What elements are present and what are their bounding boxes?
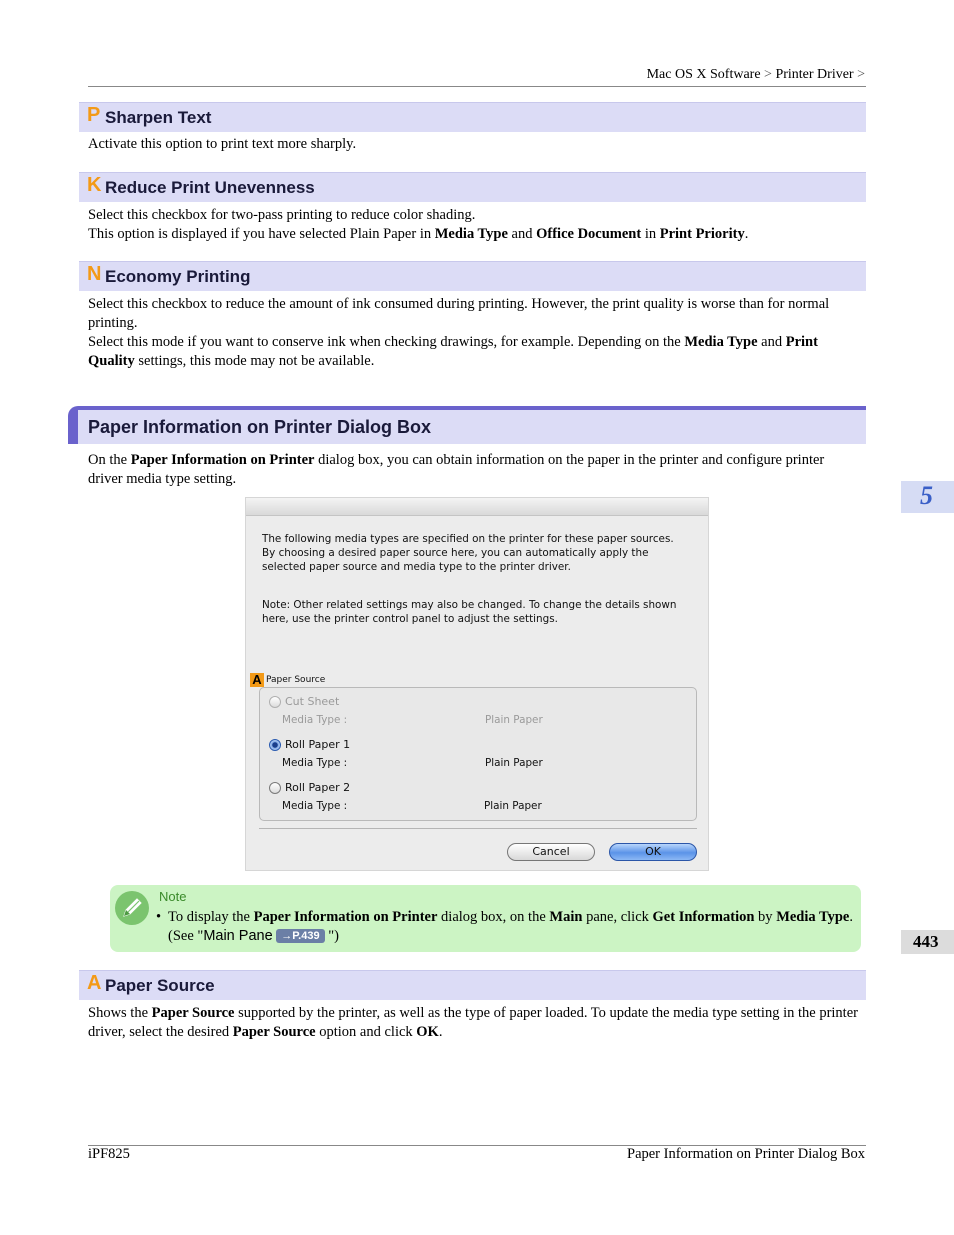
text-run: dialog box, on the bbox=[437, 909, 550, 925]
text-run: settings, this mode may not be available. bbox=[134, 353, 375, 369]
media-type-value: Plain Paper bbox=[485, 757, 543, 769]
breadcrumb-item[interactable]: Mac OS X Software bbox=[646, 67, 761, 82]
paragraph bbox=[88, 333, 858, 371]
chapter-tab[interactable] bbox=[901, 481, 954, 513]
chapter-number: 5 bbox=[920, 481, 933, 510]
paragraph-line bbox=[88, 225, 858, 244]
paper-information-dialog bbox=[245, 497, 709, 871]
text-run: Select this mode if you want to conserve ink when checking drawings, for example. Depending on the bbox=[88, 334, 685, 350]
radio-button-selected-icon bbox=[269, 739, 281, 751]
term-office-document: Office Document bbox=[536, 226, 642, 242]
text-run: in bbox=[641, 226, 660, 242]
term-main: Main bbox=[549, 909, 583, 925]
main-section-intro bbox=[88, 451, 858, 489]
media-type-label: Media Type : bbox=[282, 757, 348, 769]
section-marker: N bbox=[87, 263, 102, 285]
term-dialog-name: Paper Information on Printer bbox=[130, 452, 315, 468]
main-pane-link[interactable]: Main Pane bbox=[203, 928, 273, 944]
section-heading-paper-source bbox=[79, 970, 866, 1000]
callout-marker-a: A bbox=[250, 673, 264, 687]
dialog-title-bar bbox=[246, 498, 708, 516]
note-text bbox=[168, 908, 853, 946]
note-body bbox=[156, 908, 853, 946]
note-box bbox=[110, 885, 861, 952]
section-marker: P bbox=[87, 104, 101, 126]
page-number-tab bbox=[901, 930, 954, 954]
text-run: and bbox=[757, 334, 786, 350]
economy-printing-description bbox=[88, 295, 858, 371]
text-run: . bbox=[744, 226, 749, 242]
dialog-info-text bbox=[262, 532, 674, 574]
main-section-heading bbox=[68, 406, 866, 444]
footer-model: iPF825 bbox=[88, 1146, 130, 1162]
paragraph: Select this checkbox to reduce the amount of ink consumed during printing. However, the print quality is worse than for normal printing. bbox=[88, 296, 830, 331]
term-paper-source: Paper Source bbox=[232, 1024, 316, 1040]
paper-source-description bbox=[88, 1004, 858, 1042]
pencil-note-icon bbox=[115, 891, 149, 925]
dialog-divider bbox=[259, 828, 697, 829]
radio-label: Roll Paper 1 bbox=[285, 738, 351, 751]
term-paper-source: Paper Source bbox=[151, 1005, 235, 1021]
media-type-label: Media Type : bbox=[282, 800, 348, 812]
section-title: Reduce Print Unevenness bbox=[105, 178, 315, 197]
text-run: ") bbox=[324, 928, 339, 944]
section-heading-sharpen-text bbox=[79, 102, 866, 132]
term-media-type: Media Type bbox=[434, 226, 508, 242]
page-reference-link[interactable]: →P.439 bbox=[276, 929, 324, 943]
term-print-priority: Print Priority bbox=[659, 226, 745, 242]
breadcrumb-separator: > bbox=[857, 67, 865, 82]
media-type-value: Plain Paper bbox=[485, 714, 543, 726]
cancel-button[interactable]: Cancel bbox=[507, 843, 595, 861]
section-heading-reduce-unevenness bbox=[79, 172, 866, 202]
text-run: This option is displayed if you have selected Plain Paper in bbox=[88, 226, 435, 242]
ok-button[interactable]: OK bbox=[609, 843, 697, 861]
text-run: supported by the printer, as well as the type of paper loaded. To update the media type setting in the printer driver, select the desired bbox=[88, 1005, 858, 1040]
term-media-type: Media Type bbox=[684, 334, 758, 350]
term-dialog-name: Paper Information on Printer bbox=[253, 909, 438, 925]
radio-button-icon bbox=[269, 696, 281, 708]
main-section-title: Paper Information on Printer Dialog Box bbox=[88, 417, 432, 437]
text-run: and bbox=[507, 226, 537, 242]
radio-cut-sheet[interactable] bbox=[269, 695, 339, 708]
radio-label: Roll Paper 2 bbox=[285, 781, 351, 794]
section-marker: A bbox=[87, 972, 102, 994]
breadcrumb-separator: > bbox=[764, 67, 772, 82]
page-number: 443 bbox=[913, 932, 939, 951]
sharpen-text-description: Activate this option to print text more sharply. bbox=[88, 136, 357, 152]
term-media-type: Media Type bbox=[776, 909, 850, 925]
dialog-text-line: Note: Other related settings may also be changed. To change the details shown bbox=[262, 599, 677, 611]
dialog-note-text bbox=[262, 598, 677, 626]
section-title: Paper Source bbox=[105, 976, 215, 995]
text-run: Shows the bbox=[88, 1005, 152, 1021]
dialog-text-line: By choosing a desired paper source here, you can automatically apply the bbox=[262, 547, 649, 559]
text-run: pane, click bbox=[582, 909, 653, 925]
dialog-text-line: here, use the printer control panel to adjust the settings. bbox=[262, 613, 558, 625]
radio-roll-paper-1[interactable] bbox=[269, 738, 350, 751]
dialog-text-line: selected paper source and media type to the printer driver. bbox=[262, 561, 571, 573]
section-title: Economy Printing bbox=[105, 267, 251, 286]
text-run: . bbox=[438, 1024, 443, 1040]
paragraph-line: Select this checkbox for two-pass printing to reduce color shading. bbox=[88, 207, 476, 223]
section-title: Sharpen Text bbox=[105, 108, 212, 127]
text-run: dialog box, you can obtain information on the paper in the printer and configure printer driver media type setting. bbox=[88, 452, 825, 487]
radio-label: Cut Sheet bbox=[285, 695, 340, 708]
note-label: Note bbox=[159, 889, 187, 904]
term-get-information: Get Information bbox=[652, 909, 755, 925]
paper-source-group bbox=[259, 687, 697, 821]
breadcrumb bbox=[647, 67, 865, 83]
header-divider bbox=[88, 86, 866, 87]
breadcrumb-item[interactable]: Printer Driver bbox=[775, 67, 854, 82]
text-run: by bbox=[754, 909, 777, 925]
term-ok: OK bbox=[416, 1024, 439, 1040]
media-type-label: Media Type : bbox=[282, 714, 348, 726]
paper-source-group-label: Paper Source bbox=[266, 675, 326, 685]
radio-button-icon bbox=[269, 782, 281, 794]
footer-section-title: Paper Information on Printer Dialog Box bbox=[627, 1146, 865, 1162]
bullet: • bbox=[156, 909, 162, 925]
section-marker: K bbox=[87, 174, 102, 196]
text-run: On the bbox=[88, 452, 131, 468]
text-run: To display the bbox=[168, 909, 254, 925]
reduce-unevenness-description bbox=[88, 206, 858, 244]
text-run: .(See " bbox=[168, 909, 853, 944]
dialog-text-line: The following media types are specified on the printer for these paper sources. bbox=[262, 533, 674, 545]
radio-roll-paper-2[interactable] bbox=[269, 781, 350, 794]
text-run: option and click bbox=[315, 1024, 417, 1040]
section-heading-economy-printing bbox=[79, 261, 866, 291]
term-print-quality: Print Quality bbox=[88, 334, 818, 369]
media-type-value: Plain Paper bbox=[484, 800, 542, 812]
